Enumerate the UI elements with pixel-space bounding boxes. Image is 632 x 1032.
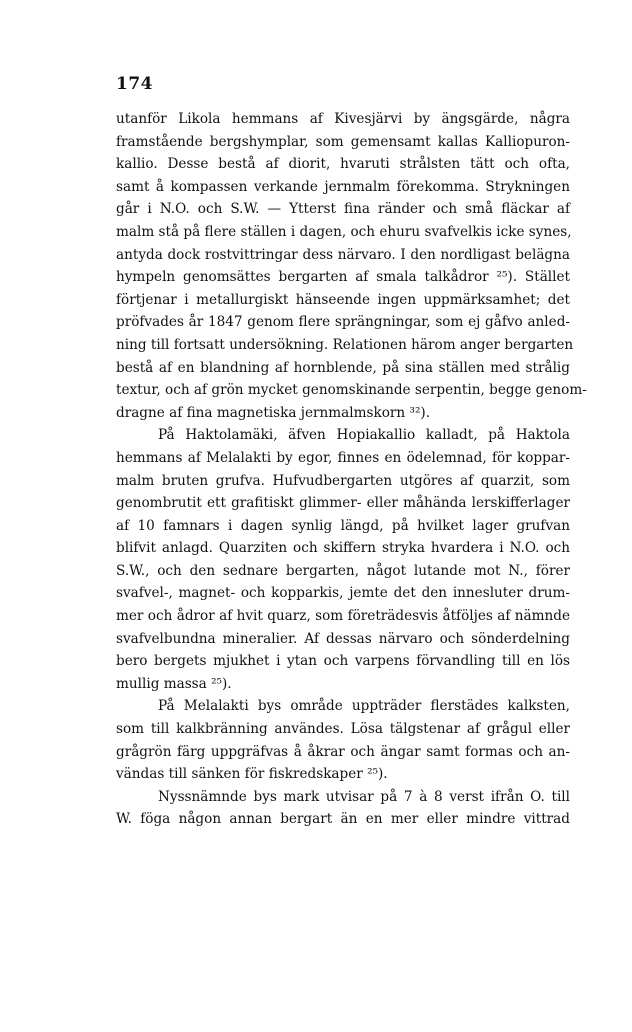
text-line: vändas till sänken för fiskredskaper ²⁵). [116,766,388,783]
text-line: utanför Likola hemmans af Kivesjärvi by ängsgärde, några [116,111,570,127]
text-line: mer och ådror af hvit quarz, som företrädesvis åtföljes af nämnde [116,608,570,625]
text-line: kallio. Desse bestå af diorit, hvaruti strålsten tätt och ofta, [116,156,570,173]
text-line: På Melalakti bys område uppträder flerstädes kalksten, [158,698,570,715]
text-line: bestå af en blandning af hornblende, på sina ställen med strålig [116,359,570,376]
text-line: hemmans af Melalakti by egor, finnes en ödelemnad, för koppar- [116,449,570,466]
text-line: textur, och af grön mycket genomskinande serpentin, begge genom- [116,382,587,399]
text-line: går i N.O. och S.W. — Ytterst fina ränder och små fläckar af [116,201,570,218]
text-line: På Haktolamäki, äfven Hopiakallio kalladt, på Haktola [158,427,570,444]
text-line: hympeln genomsättes bergarten af smala talkådror ²⁵). Stället [116,269,570,286]
text-line: förtjenar i metallurgiskt hänseende ingen uppmärksamhet; det [116,291,570,308]
text-line: som till kalkbränning användes. Lösa tälgstenar af grågul eller [116,721,570,738]
text-line: S.W., och den sednare bergarten, något lutande mot N., förer [116,562,570,579]
text-line: Nyssnämnde bys mark utvisar på 7 à 8 verst ifrån O. till [158,788,570,805]
text-line: af 10 famnars i dagen synlig längd, på hvilket lager grufvan [116,517,570,534]
text-body [116,108,587,831]
text-line: grågrön färg uppgräfvas å åkrar och ängar samt formas och an- [116,743,570,760]
text-line: W. föga någon annan bergart än en mer eller mindre vittrad [116,811,570,828]
text-line: malm stå på flere ställen i dagen, och ehuru svafvelkis icke synes, [116,223,572,240]
text-line: dragne af fina magnetiska jernmalmskorn ³²). [116,404,431,421]
text-line: pröfvades år 1847 genom flere sprängningar, som ej gåfvo anled- [116,314,570,331]
text-line: bero bergets mjukhet i ytan och varpens förvandling till en lös [116,653,570,670]
text-line: svafvel-, magnet- och kopparkis, jemte det den innesluter drum- [116,585,570,602]
text-line: mullig massa ²⁵). [116,675,232,692]
text-line: svafvelbundna mineralier. Af dessas närvaro och sönderdelning [116,630,570,647]
text-line: malm bruten grufva. Hufvudbergarten utgöres af quarzit, som [116,472,570,489]
text-line: framstående bergshymplar, som gemensamt kallas Kalliopuron- [116,133,570,150]
text-line: antyda dock rostvittringar dess närvaro. I den nordligast belägna [116,246,570,263]
text-line: blifvit anlagd. Quarziten och skiffern stryka hvardera i N.O. och [116,540,570,557]
page-number: 174 [116,74,153,94]
text-line: ning till fortsatt undersökning. Relationen härom anger bergarten [116,336,574,353]
text-line: samt å kompassen verkande jernmalm förekomma. Strykningen [116,178,570,195]
text-line: genombrutit ett grafitiskt glimmer- eller måhända lerskifferlager [116,495,570,512]
